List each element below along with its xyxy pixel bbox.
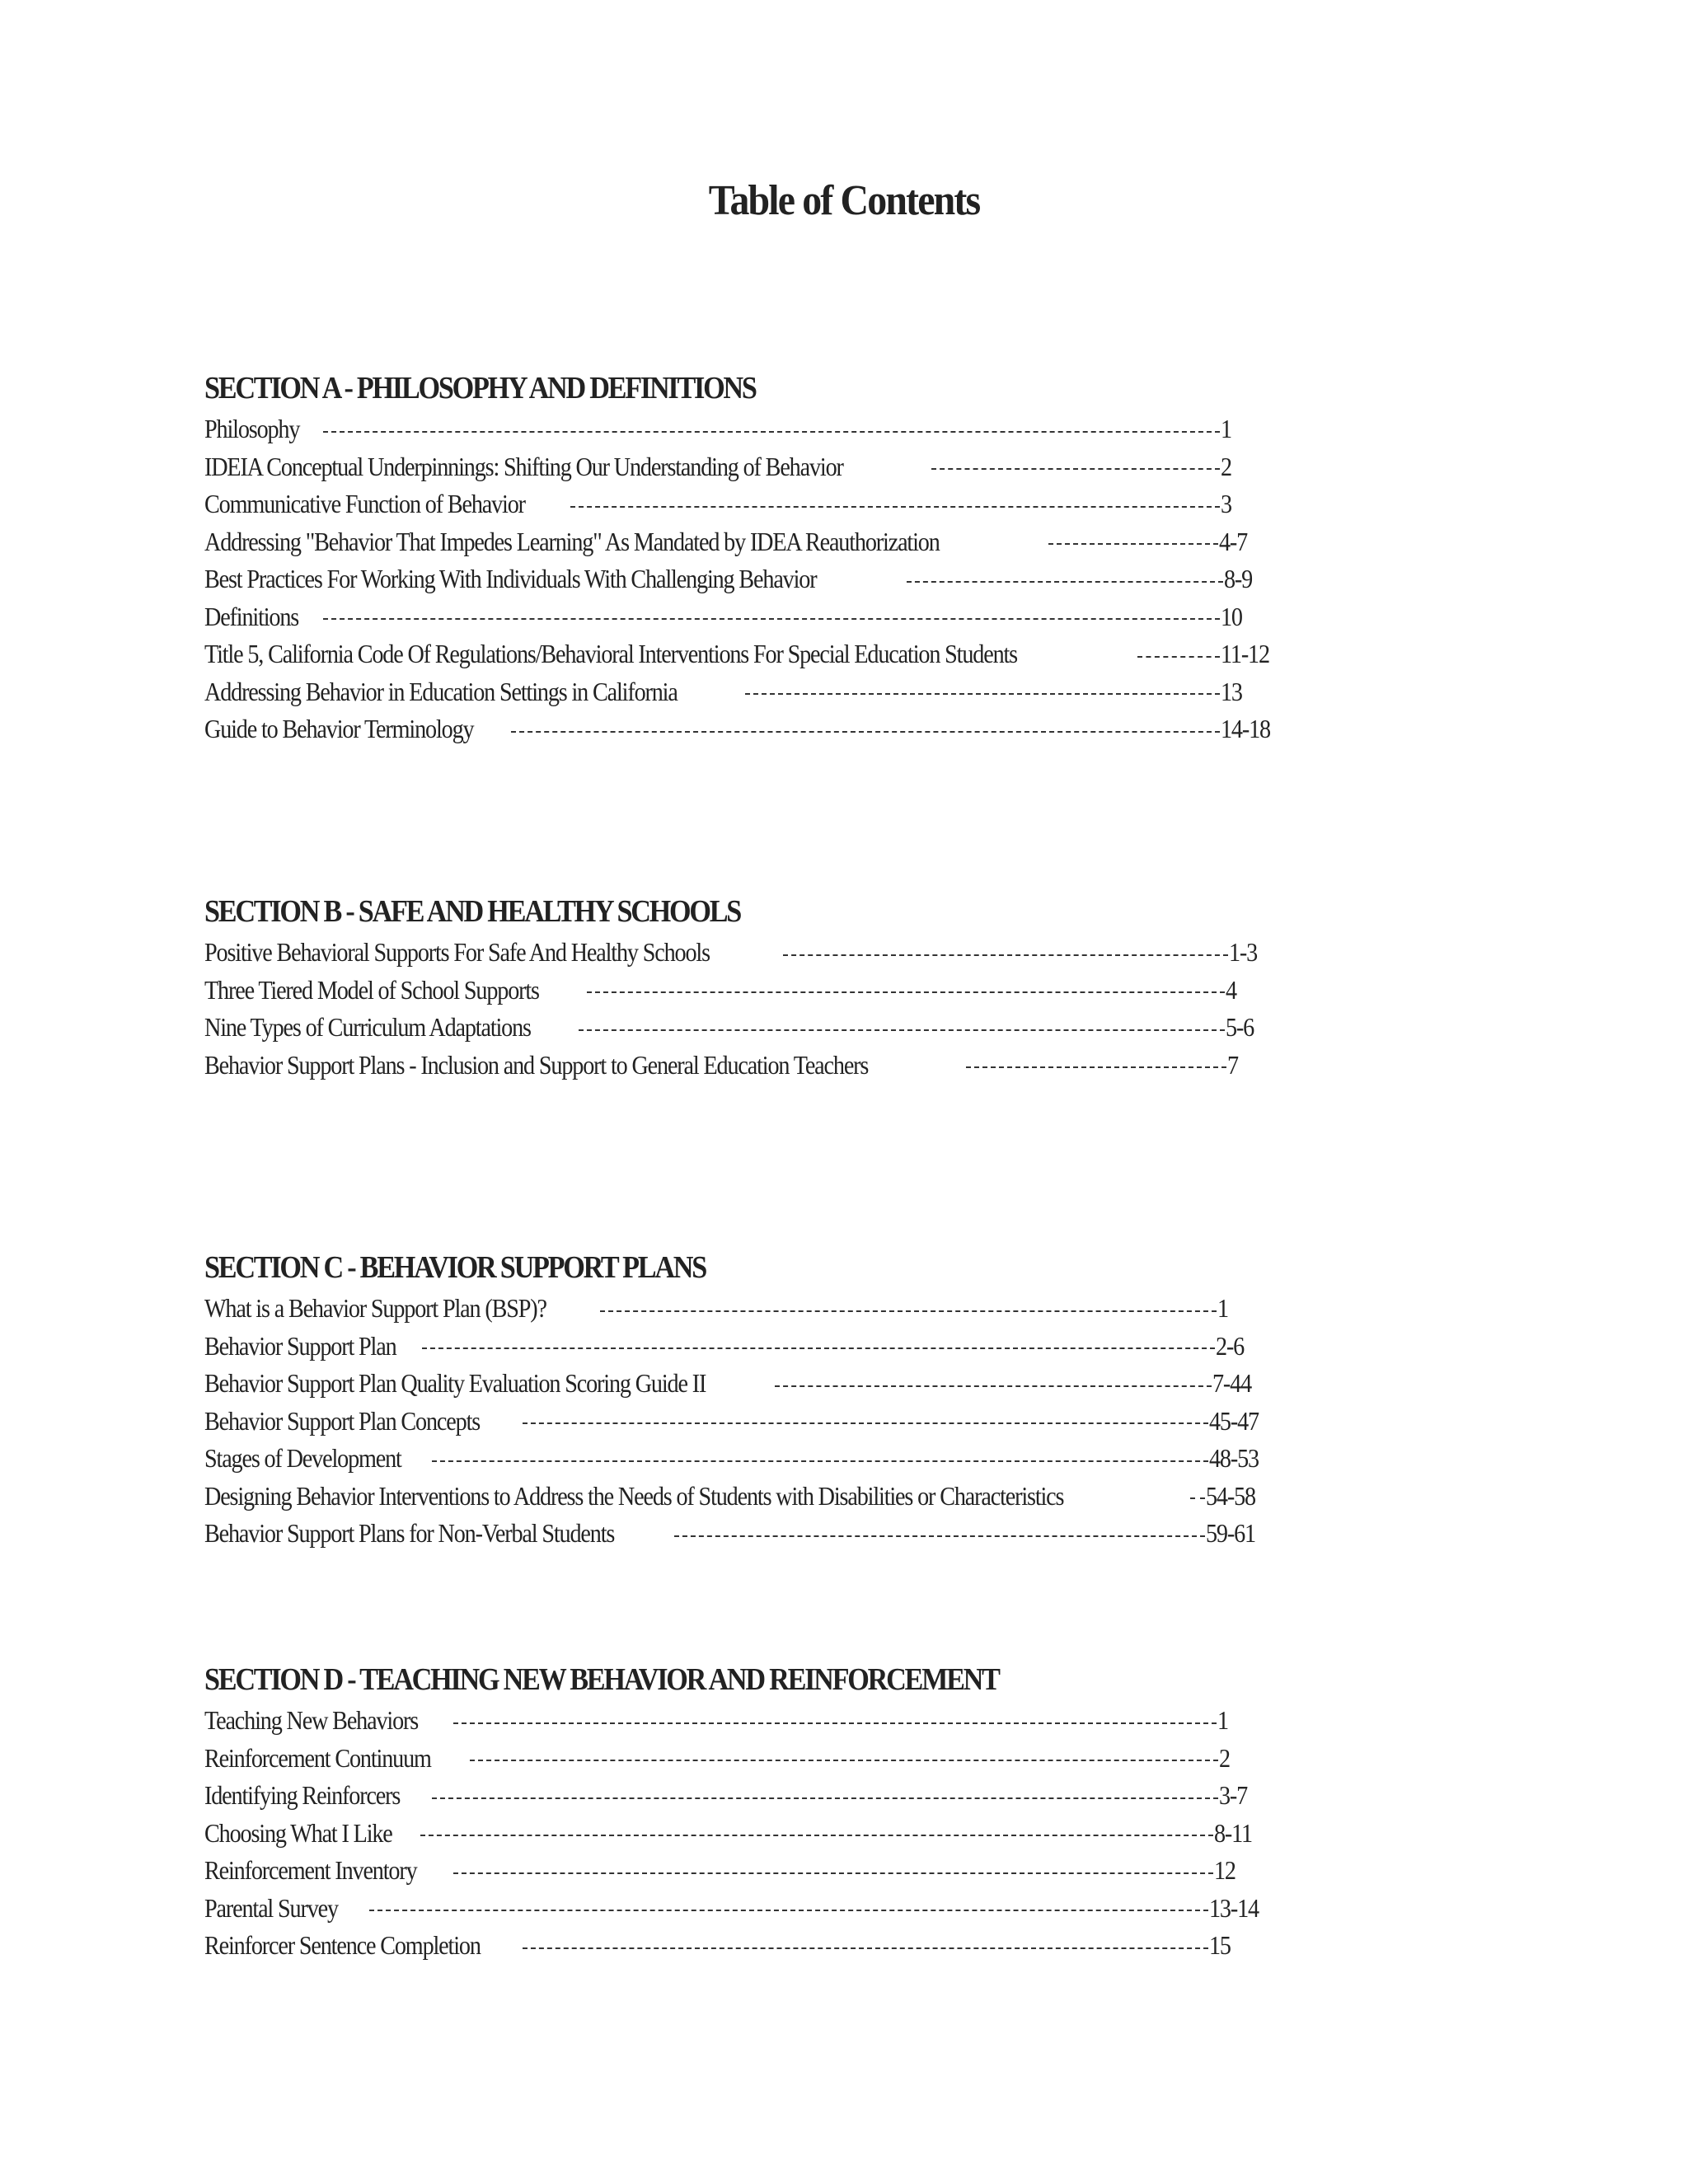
toc-dot-leader (369, 1890, 1208, 1928)
toc-dot-leader (453, 1702, 1217, 1740)
toc-entry-page: 11-12 (1221, 639, 1269, 668)
toc-entry-page: 3-7 (1219, 1780, 1248, 1810)
toc-entry-title: Behavior Support Plan (204, 1330, 396, 1361)
toc-dot-leader (587, 972, 1225, 1010)
toc-entry-title: Reinforcement Continuum (204, 1742, 431, 1773)
toc-entry[interactable] (204, 1777, 1309, 1815)
toc-entry-page: 14-18 (1221, 714, 1270, 743)
toc-entry-page: 2-6 (1216, 1330, 1245, 1361)
toc-entry-page: 2 (1221, 451, 1231, 481)
toc-dot-leader (600, 1290, 1217, 1328)
toc-dot-leader (579, 1009, 1225, 1047)
toc-entry-title: Parental Survey (204, 1892, 338, 1923)
toc-entry-title: Stages of Development (204, 1443, 401, 1473)
toc-entry[interactable] (204, 1047, 1309, 1085)
toc-dot-leader (432, 1440, 1208, 1478)
toc-entry-title: Best Practices For Working With Individuals With Challenging Behavior (204, 564, 817, 593)
toc-entry-title: Positive Behavioral Supports For Safe And Healthy Schools (204, 937, 710, 967)
toc-dot-leader (432, 1777, 1218, 1815)
toc-dot-leader (570, 485, 1220, 523)
toc-entry-page: 1 (1217, 1705, 1228, 1735)
toc-entry-page: 7 (1227, 1049, 1238, 1080)
section-heading: SECTION D - TEACHING NEW BEHAVIOR AND REINFORCEMENT (204, 1662, 999, 1697)
toc-entry-page: 54-58 (1206, 1480, 1255, 1511)
toc-entry-page: 12 (1214, 1855, 1236, 1885)
toc-dot-leader (1190, 1478, 1205, 1516)
toc-entry[interactable] (204, 448, 1309, 486)
toc-dot-leader (422, 1328, 1215, 1366)
toc-entry-page: 15 (1209, 1930, 1231, 1960)
section-heading: SECTION C - BEHAVIOR SUPPORT PLANS (204, 1250, 706, 1285)
toc-entry-title: Communicative Function of Behavior (204, 489, 525, 518)
toc-entry-title: Philosophy (204, 414, 300, 443)
toc-dot-leader (1137, 635, 1220, 673)
toc-entry-page: 3 (1221, 489, 1231, 518)
toc-dot-leader (323, 410, 1220, 448)
toc-entry-title: Designing Behavior Interventions to Address the Needs of Students with Disabilities or Characteristics (204, 1480, 1064, 1511)
toc-entry-title: Nine Types of Curriculum Adaptations (204, 1012, 531, 1042)
toc-entry-page: 8-9 (1224, 564, 1253, 593)
toc-entry[interactable] (204, 1702, 1309, 1740)
toc-entry[interactable] (204, 673, 1309, 711)
toc-entry-title: Teaching New Behaviors (204, 1705, 419, 1735)
section-b (204, 896, 1309, 1084)
toc-entry-title: Reinforcement Inventory (204, 1855, 417, 1885)
toc-entry[interactable] (204, 1009, 1309, 1047)
toc-dot-leader (783, 934, 1228, 972)
toc-entry-title: Behavior Support Plan Quality Evaluation Scoring Guide II (204, 1368, 706, 1398)
toc-entry-page: 13-14 (1209, 1892, 1259, 1923)
toc-dot-leader (323, 598, 1220, 636)
toc-entry[interactable] (204, 485, 1309, 523)
toc-entry-page: 7-44 (1212, 1368, 1252, 1398)
toc-dot-leader (907, 560, 1223, 598)
toc-dot-leader (523, 1403, 1208, 1441)
toc-entry[interactable] (204, 1815, 1309, 1853)
toc-entry[interactable] (204, 1740, 1309, 1778)
section-c (204, 1252, 1309, 1553)
toc-entry[interactable] (204, 972, 1309, 1010)
toc-entry-page: 2 (1219, 1742, 1230, 1773)
toc-entry[interactable] (204, 560, 1309, 598)
toc-entry[interactable] (204, 523, 1309, 561)
toc-dot-leader (470, 1740, 1218, 1778)
toc-entry[interactable] (204, 1328, 1309, 1366)
toc-entry-title: Title 5, California Code Of Regulations/Behavioral Interventions For Special Education Students (204, 639, 1018, 668)
section-heading: SECTION B - SAFE AND HEALTHY SCHOOLS (204, 894, 741, 929)
toc-entry-title: Guide to Behavior Terminology (204, 714, 474, 743)
section-d (204, 1664, 1309, 1965)
toc-entry[interactable] (204, 1515, 1309, 1553)
toc-entry-title: What is a Behavior Support Plan (BSP)? (204, 1293, 546, 1323)
toc-entry-page: 4 (1226, 974, 1236, 1005)
toc-dot-leader (1048, 523, 1218, 561)
toc-entry[interactable] (204, 1365, 1309, 1403)
toc-entry-title: Addressing Behavior in Education Settings in California (204, 676, 678, 706)
toc-entry[interactable] (204, 1927, 1309, 1965)
toc-entry-title: Choosing What I Like (204, 1817, 392, 1848)
toc-entry-title: Behavior Support Plans for Non-Verbal Students (204, 1518, 615, 1548)
toc-entry-page: 45-47 (1209, 1405, 1259, 1436)
section-heading: SECTION A - PHILOSOPHY AND DEFINITIONS (204, 371, 756, 405)
section-a (204, 373, 1309, 748)
toc-dot-leader (745, 673, 1220, 711)
page-title: Table of Contents (708, 177, 980, 224)
toc-dot-leader (674, 1515, 1205, 1553)
toc-entry-title: Reinforcer Sentence Completion (204, 1930, 481, 1960)
toc-dot-leader (931, 448, 1220, 486)
toc-entry-page: 8-11 (1214, 1817, 1253, 1848)
toc-entry-title: Identifying Reinforcers (204, 1780, 401, 1810)
toc-entry-title: Three Tiered Model of School Supports (204, 974, 539, 1005)
toc-entry-page: 1 (1221, 414, 1231, 443)
toc-entry[interactable] (204, 1478, 1309, 1516)
toc-entry-page: 1 (1217, 1293, 1228, 1323)
toc-entry[interactable] (204, 710, 1309, 748)
toc-dot-leader (420, 1815, 1213, 1853)
toc-dot-leader (523, 1927, 1208, 1965)
toc-entry-title: Definitions (204, 601, 299, 631)
toc-entry[interactable] (204, 1403, 1309, 1441)
toc-dot-leader (775, 1365, 1212, 1403)
toc-entry[interactable] (204, 934, 1309, 972)
toc-entry-title: IDEIA Conceptual Underpinnings: Shifting Our Understanding of Behavior (204, 451, 843, 481)
toc-entry-page: 10 (1221, 601, 1242, 631)
toc-entry-page: 48-53 (1209, 1443, 1259, 1473)
toc-entry-page: 4-7 (1219, 526, 1248, 556)
toc-entry-title: Addressing "Behavior That Impedes Learning" As Mandated by IDEA Reauthorization (204, 526, 940, 556)
toc-entry-title: Behavior Support Plans - Inclusion and Support to General Education Teachers (204, 1049, 869, 1080)
toc-dot-leader (453, 1852, 1213, 1890)
toc-entry[interactable] (204, 1440, 1309, 1478)
toc-entry-title: Behavior Support Plan Concepts (204, 1405, 481, 1436)
toc-entry[interactable] (204, 598, 1309, 636)
toc-entry-page: 13 (1221, 676, 1242, 706)
toc-dot-leader (511, 710, 1220, 748)
toc-entry-page: 5-6 (1226, 1012, 1254, 1042)
toc-dot-leader (966, 1047, 1226, 1085)
toc-entry[interactable] (204, 1290, 1309, 1328)
toc-entry[interactable] (204, 635, 1309, 673)
toc-entry[interactable] (204, 1890, 1309, 1928)
toc-entry[interactable] (204, 410, 1309, 448)
toc-entry-page: 59-61 (1206, 1518, 1255, 1548)
toc-entry-page: 1-3 (1229, 937, 1258, 967)
toc-entry[interactable] (204, 1852, 1309, 1890)
